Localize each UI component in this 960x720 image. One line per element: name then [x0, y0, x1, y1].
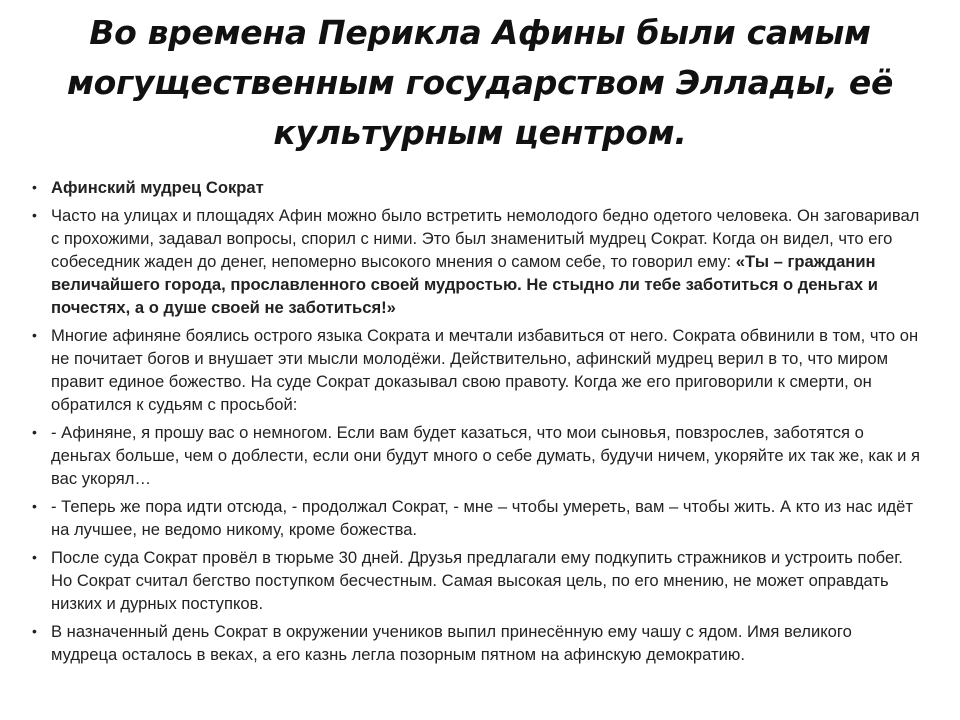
bullet-item: [30, 204, 920, 319]
bullet-dot-icon: •: [32, 623, 37, 639]
bullet-dot-icon: •: [32, 498, 37, 514]
bullet-dot-icon: •: [32, 327, 37, 343]
bullet-item: [30, 620, 920, 666]
bullet-dot-icon: •: [32, 207, 37, 223]
bullet-text: Афинский мудрец Сократ: [51, 178, 264, 197]
bullet-text: - Теперь же пора идти отсюда, - продолжал Сократ, - мне – чтобы умереть, вам – чтобы жить. А кто из нас идёт на лучшее, не ведомо никому, кроме божества.: [51, 497, 913, 539]
slide-title: Во времена Перикла Афины были самым могущественным государством Эллады, её культурным центром.: [66, 13, 894, 152]
bullet-text: В назначенный день Сократ в окружении учеников выпил принесённую ему чашу с ядом. Имя великого мудреца осталось в веках, а его казнь легла позорным пятном на афинскую демократию.: [51, 622, 852, 664]
bullet-text: После суда Сократ провёл в тюрьме 30 дней. Друзья предлагали ему подкупить стражников и устроить побег. Но Сократ считал бегство поступком бесчестным. Самая высокая цель, по его мнению, не может оправдать низких и дурных поступков.: [51, 548, 903, 613]
bullet-item: [30, 421, 920, 490]
bullet-text: Часто на улицах и площадях Афин можно было встретить немолодого бедно одетого человека. Он заговаривал с прохожими, задавал вопросы, спорил с ними. Это был знаменитый мудрец Сократ. Когда он видел, что его собеседник жаден до денег, непомерно высокого мнения о самом себе, то говорил ему:: [51, 206, 920, 271]
bullet-item: [30, 546, 920, 615]
bullet-text: Многие афиняне боялись острого языка Сократа и мечтали избавиться от него. Сократа обвинили в том, что он не почитает богов и внушает эти мысли молодёжи. Действительно, афинский мудрец верил в то, что миром правит единое божество. На суде Сократ доказывал свою правоту. Когда же его приговорили к смерти, он обратился к судьям с просьбой:: [51, 326, 919, 414]
bullet-item: [30, 324, 920, 416]
bullet-dot-icon: •: [32, 424, 37, 440]
bullet-text: - Афиняне, я прошу вас о немногом. Если вам будет казаться, что мои сыновья, повзрослев, заботятся о деньгах больше, чем о доблести, если они будут много о себе думать, будучи ничем, укоряйте их так же, как и я вас укорял…: [51, 423, 920, 488]
bullet-dot-icon: •: [32, 179, 37, 195]
bullet-dot-icon: •: [32, 549, 37, 565]
bullet-item: [30, 495, 920, 541]
socrates-quote: «Ты – гражданин величайшего города, прославленного своей мудростью. Не стыдно ли тебе заботиться о деньгах и почестях, а о душе своей не заботиться!»: [51, 252, 878, 317]
bullet-list: [30, 176, 920, 671]
bullet-item: [30, 176, 920, 199]
